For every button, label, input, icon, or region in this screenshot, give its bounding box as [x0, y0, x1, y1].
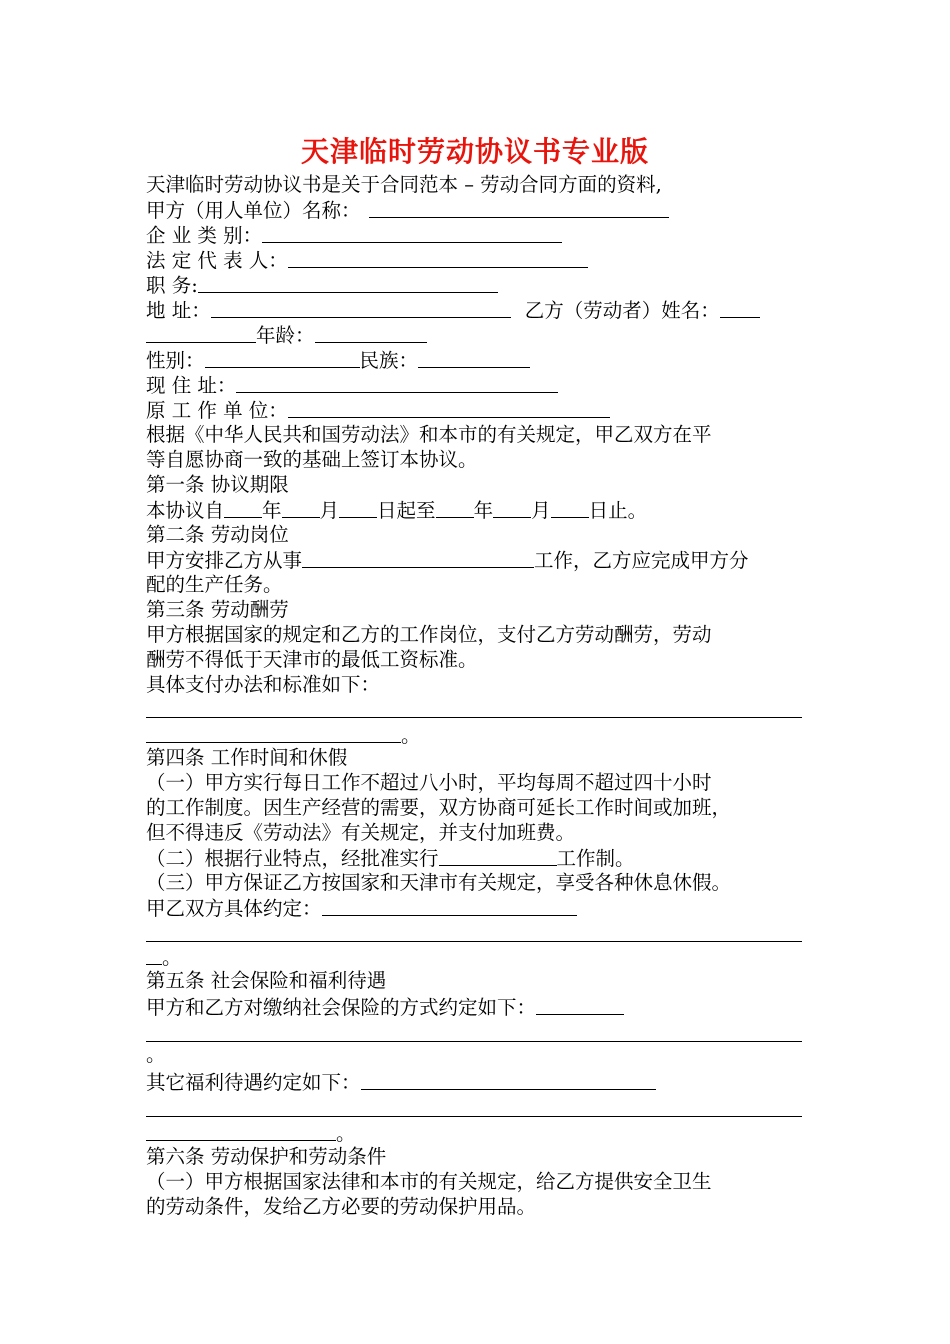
welfare-label: 其它福利待遇约定如下：: [146, 1071, 361, 1094]
article-1-term-line: [146, 498, 647, 523]
party-b-former-employer-line: [146, 398, 610, 423]
insurance-blank-2[interactable]: [146, 1041, 802, 1042]
insurance-blank-1[interactable]: [536, 996, 624, 1015]
party-a-address-line: [146, 298, 760, 323]
article-4-line-2: 的工作制度。因生产经营的需要，双方协商可延长工作时间或加班，: [146, 796, 732, 819]
party-a-position-line: [146, 273, 498, 298]
article-2-line-2: 配的生产任务。: [146, 573, 283, 596]
article-5-heading: 第五条 社会保险和福利待遇: [146, 969, 387, 992]
party-a-category-blank[interactable]: [262, 224, 562, 243]
term-text-4: 日起至: [377, 499, 436, 522]
article-3-line-1: 甲方根据国家的规定和乙方的工作岗位，支付乙方劳动酬劳，劳动: [146, 623, 712, 646]
agreement-label: 甲乙双方具体约定：: [146, 897, 322, 920]
party-a-position-blank[interactable]: [198, 274, 498, 293]
welfare-end-line: [146, 1121, 356, 1146]
term-text-6: 月: [531, 499, 551, 522]
party-a-name-blank[interactable]: [369, 199, 669, 218]
document-title: 天津临时劳动协议书专业版: [300, 135, 649, 168]
article-4-line-1: （一）甲方实行每日工作不超过八小时，平均每周不超过四十小时: [146, 771, 712, 794]
job-post-blank[interactable]: [302, 549, 534, 568]
start-year-blank[interactable]: [224, 499, 262, 518]
basis-line-1: 根据《中华人民共和国劳动法》和本市的有关规定，甲乙双方在平: [146, 423, 712, 446]
article-4-line-5: （三）甲方保证乙方按国家和天津市有关规定，享受各种休息休假。: [146, 871, 732, 894]
article-4-line-3: 但不得违反《劳动法》有关规定，并支付加班费。: [146, 821, 576, 844]
end-day-blank[interactable]: [551, 499, 589, 518]
party-a-address-label: 地 址：: [146, 299, 211, 322]
party-b-former-employer-blank[interactable]: [288, 399, 610, 418]
party-b-residence-label: 现 住 址：: [146, 374, 237, 397]
party-b-gender-line: [146, 348, 530, 373]
intro-line: 天津临时劳动协议书是关于合同范本 – 劳动合同方面的资料,: [146, 173, 662, 196]
article-6-heading: 第六条 劳动保护和劳动条件: [146, 1145, 387, 1168]
party-b-gender-label: 性别：: [146, 349, 205, 372]
term-text-2: 年: [262, 499, 282, 522]
party-b-gender-blank[interactable]: [205, 349, 360, 368]
pay-method-end: 。: [401, 724, 421, 747]
welfare-blank-3[interactable]: [146, 1122, 336, 1141]
article-5-line-2: [146, 1070, 656, 1095]
basis-line-2: 等自愿协商一致的基础上签订本协议。: [146, 448, 478, 471]
start-day-blank[interactable]: [339, 499, 377, 518]
article-6-line-1: （一）甲方根据国家法律和本市的有关规定，给乙方提供安全卫生: [146, 1170, 712, 1193]
end-year-blank[interactable]: [436, 499, 474, 518]
article-6-line-2: 的劳动条件，发给乙方必要的劳动保护用品。: [146, 1195, 537, 1218]
pay-method-end-line: [146, 723, 421, 748]
party-a-name-label: 甲方（用人单位）名称：: [146, 199, 361, 222]
welfare-end: 。: [336, 1122, 356, 1145]
party-b-name-blank-cont[interactable]: [146, 324, 256, 343]
start-month-blank[interactable]: [282, 499, 320, 518]
article-2-heading: 第二条 劳动岗位: [146, 523, 289, 546]
article-3-line-3: 具体支付办法和标准如下：: [146, 673, 381, 696]
party-b-residence-blank[interactable]: [236, 374, 558, 393]
term-text-3: 月: [319, 499, 340, 522]
agreement-blank-2[interactable]: [146, 941, 802, 942]
article-4-heading: 第四条 工作时间和休假: [146, 746, 348, 769]
party-a-address-blank[interactable]: [211, 299, 511, 318]
party-b-residence-line: [146, 373, 558, 398]
agreement-end: 。: [162, 946, 182, 969]
article-4-line-4: [146, 846, 635, 871]
end-month-blank[interactable]: [493, 499, 531, 518]
party-b-age-blank[interactable]: [315, 324, 427, 343]
term-text-5: 年: [473, 499, 494, 522]
insurance-end-line: 。: [146, 1043, 166, 1066]
agreement-end-line: [146, 945, 182, 970]
agreement-blank-3[interactable]: [146, 946, 162, 965]
term-text-7: 日止。: [588, 499, 648, 522]
party-b-former-employer-label: 原 工 作 单 位：: [146, 399, 288, 422]
party-b-ethnicity-label: 民族：: [359, 349, 419, 372]
party-b-age-label: 年龄：: [256, 324, 315, 347]
insurance-label: 甲方和乙方对缴纳社会保险的方式约定如下：: [146, 996, 537, 1019]
party-a-category-line: [146, 223, 562, 248]
party-a-rep-line: [146, 248, 588, 273]
party-b-name-label: 乙方（劳动者）姓名：: [524, 299, 720, 322]
work-system-text: （二）根据行业特点，经批准实行: [146, 847, 439, 870]
term-text-1: 本协议自: [146, 499, 225, 522]
work-system-blank[interactable]: [439, 847, 557, 866]
party-b-age-line: [146, 323, 427, 348]
party-a-rep-blank[interactable]: [288, 249, 588, 268]
post-text-1: 甲方安排乙方从事: [146, 549, 303, 572]
party-a-category-label: 企 业 类 别：: [146, 224, 263, 247]
article-2-line-1: [146, 548, 749, 573]
welfare-blank-2[interactable]: [146, 1116, 802, 1117]
article-4-line-6: [146, 896, 577, 921]
article-1-heading: 第一条 协议期限: [146, 473, 289, 496]
party-b-name-blank[interactable]: [720, 299, 760, 318]
post-text-2: 工作，乙方应完成甲方分: [534, 549, 749, 572]
welfare-blank-1[interactable]: [361, 1071, 656, 1090]
article-5-line-1: [146, 995, 624, 1020]
article-3-line-2: 酬劳不得低于天津市的最低工资标准。: [146, 648, 478, 671]
article-3-heading: 第三条 劳动酬劳: [146, 598, 289, 621]
pay-method-blank-2[interactable]: [146, 724, 401, 743]
work-system-text-2: 工作制。: [556, 847, 635, 870]
party-a-rep-label: 法 定 代 表 人：: [146, 249, 288, 272]
agreement-blank-1[interactable]: [322, 897, 577, 916]
party-a-position-label: 职 务:: [146, 274, 198, 297]
party-a-name-line: [146, 198, 669, 223]
party-b-ethnicity-blank[interactable]: [418, 349, 530, 368]
pay-method-blank-1[interactable]: [146, 717, 802, 718]
